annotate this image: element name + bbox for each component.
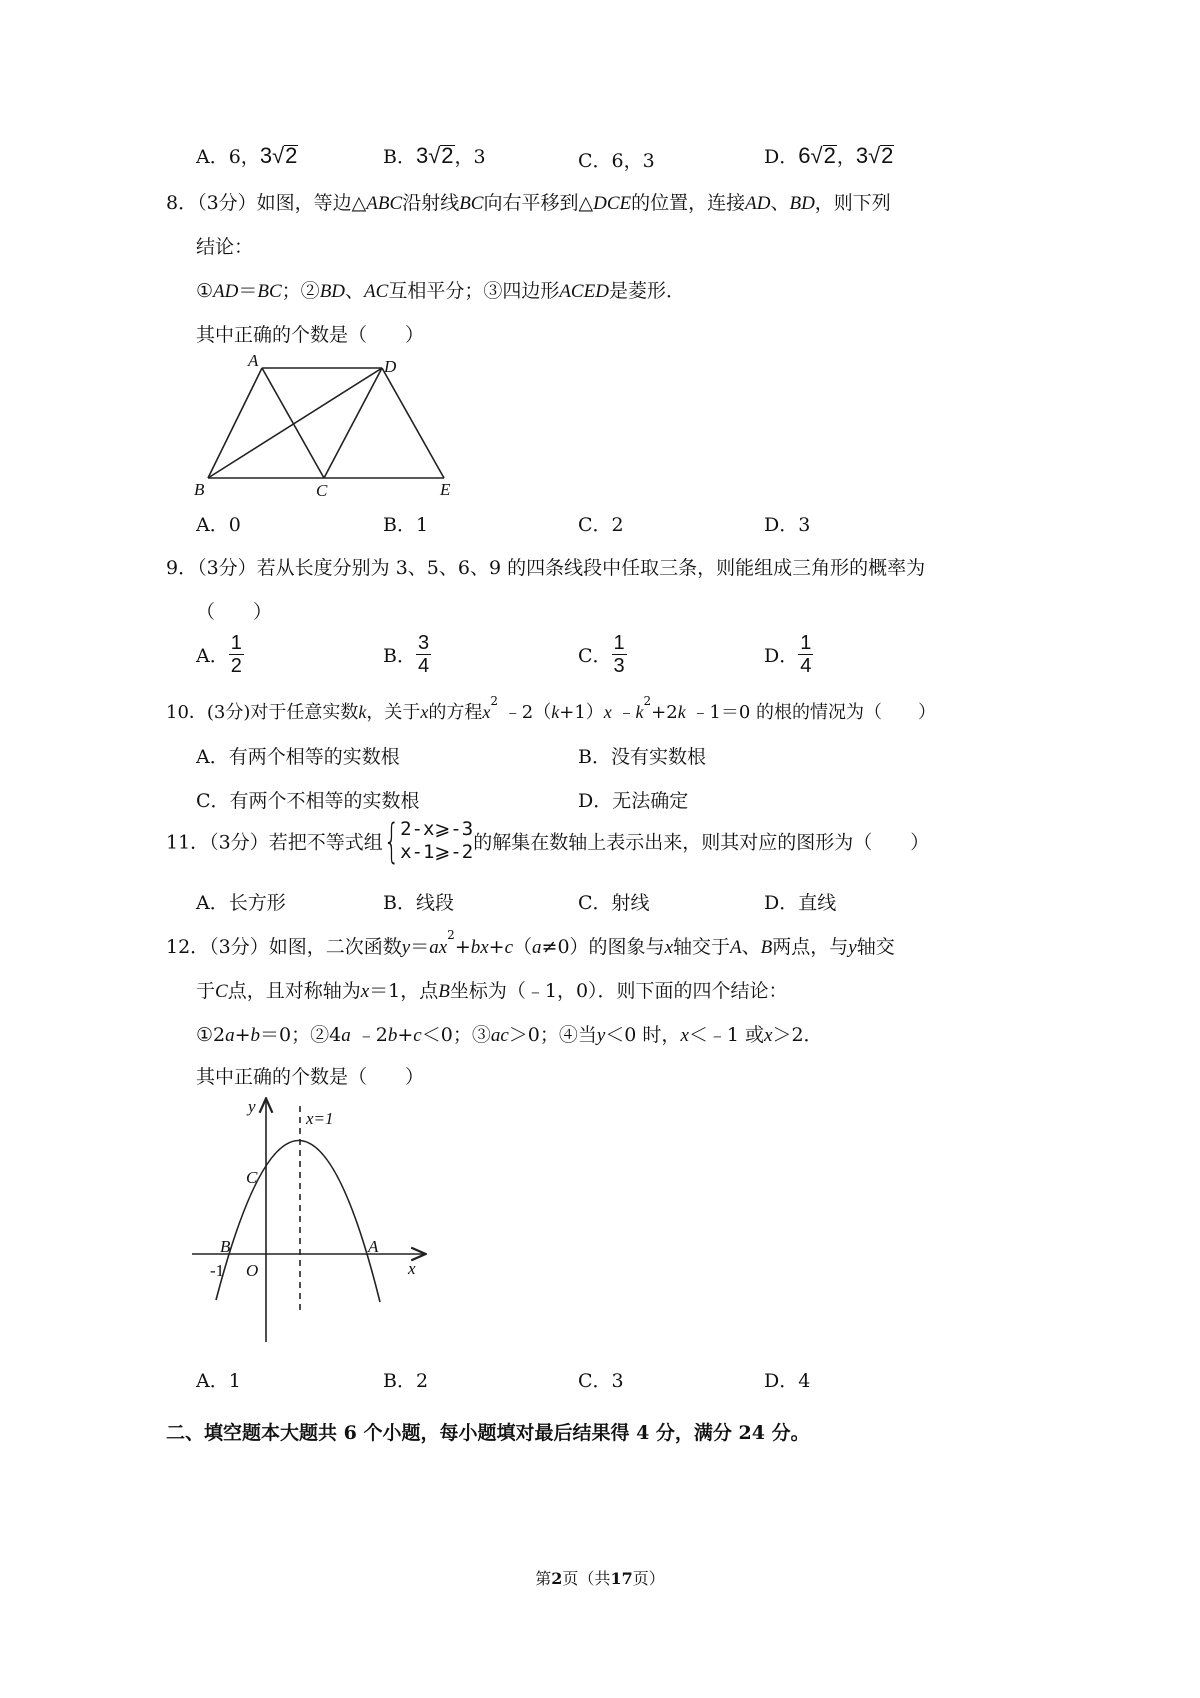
segment-ac: [262, 368, 324, 478]
label-c: C: [316, 481, 328, 500]
q8-figure: [190, 350, 470, 500]
q7-option-d: D．6√2，3√2: [764, 143, 894, 168]
q8-statements: ①AD＝BC；②BD、AC互相平分；③四边形ACED是菱形．: [196, 280, 685, 302]
q8-option-b: B．1: [383, 514, 429, 536]
label-x: x: [408, 1259, 416, 1278]
label-y: y: [248, 1097, 256, 1116]
q9-stem-line2: （ ）: [196, 601, 273, 623]
page-footer: 第2页（共17页）: [535, 1569, 665, 1588]
segment-dc: [324, 368, 382, 478]
q10-option-b: B．没有实数根: [578, 746, 706, 768]
q7-option-b: B．3√2，3: [383, 143, 486, 168]
fraction: $\frac{3}{4}$: [417, 632, 430, 677]
q11-option-b: B．线段: [383, 892, 454, 914]
q12-option-b: B．2: [383, 1370, 429, 1392]
q11-option-c: C．射线: [578, 892, 650, 914]
q12-statements: ①2a+b＝0；②4a ﹣2b+c＜0；③ac＞0；④当y＜0 时，x＜﹣1 或x＞2．: [196, 1024, 823, 1046]
q7-option-a: A．6，3√2: [196, 143, 298, 168]
label-axis: x=1: [306, 1109, 334, 1128]
fraction: $\frac{1}{2}$: [230, 632, 242, 677]
label-d: D: [384, 357, 397, 376]
q11-option-a: A．长方形: [196, 892, 286, 914]
q12-question: 其中正确的个数是（ ）: [196, 1066, 425, 1088]
q12-stem-line2: 于C点，且对称轴为x＝1，点B坐标为（﹣1，0）．则下面的四个结论：: [196, 980, 788, 1002]
q10-option-d: D．无法确定: [578, 790, 689, 812]
label-b: B: [220, 1237, 231, 1256]
fraction: $\frac{1}{4}$: [800, 632, 812, 677]
inequality-system: 2-x⩾-3 x-1⩾-2: [400, 818, 474, 863]
q8-stem-line2: 结论：: [196, 236, 254, 258]
q9-option-d: D． $\frac{1}{4}$: [764, 632, 812, 677]
segment-de: [382, 368, 444, 478]
fraction: $\frac{1}{3}$: [613, 632, 625, 677]
q12-option-a: A．1: [196, 1370, 241, 1392]
segment-bd: [208, 368, 382, 478]
q8-question: 其中正确的个数是（ ）: [196, 324, 425, 346]
q12-option-d: D．4: [764, 1370, 811, 1392]
q12-figure: [186, 1092, 436, 1352]
radical: 3√2: [415, 143, 454, 168]
q11-stem: 11．（3分）若把不等式组{ 2-x⩾-3 x-1⩾-2 的解集在数轴上表示出来，则其对应的图形为（ ）: [166, 814, 930, 868]
q9-stem-line1: 9．（3分）若从长度分别为 3、5、6、9 的四条线段中任取三条，则能组成三角形的概率为: [166, 557, 926, 579]
label-b: B: [194, 480, 205, 499]
q10-option-a: A．有两个相等的实数根: [196, 746, 400, 768]
q8-option-d: D．3: [764, 514, 811, 536]
parabola: [216, 1140, 380, 1302]
q9-option-a: A． $\frac{1}{2}$: [196, 632, 242, 677]
label-neg1: -1: [210, 1261, 225, 1280]
radical: 6√2: [798, 143, 836, 168]
label-a: A: [368, 1237, 379, 1256]
q7-option-c: C．6，3: [578, 150, 655, 172]
q11-option-d: D．直线: [764, 892, 837, 914]
left-brace: {: [383, 814, 400, 868]
label-c: C: [246, 1168, 258, 1187]
q10-option-c: C．有两个不相等的实数根: [196, 790, 420, 812]
radical: 3√2: [855, 143, 894, 168]
q8-stem-line1: 8．（3分）如图，等边△ABC沿射线BC向右平移到△DCE的位置，连接AD、BD，则下列: [166, 192, 891, 214]
radical: 3√2: [259, 143, 298, 168]
q8-option-c: C．2: [578, 514, 624, 536]
q12-option-c: C．3: [578, 1370, 624, 1392]
label-o: O: [246, 1261, 259, 1280]
q9-option-c: C． $\frac{1}{3}$: [578, 632, 625, 677]
q8-option-a: A．0: [196, 514, 241, 536]
q12-stem-line1: 12．（3分）如图，二次函数$y=ax^2+bx+c(a\ne 0)$的图象与x轴交于A、B两点，与y轴交: [166, 928, 895, 958]
label-e: E: [440, 480, 451, 499]
q10-stem: 10．(3分)对于任意实数k，关于x的方程$x^2$ ﹣2（k+1）x $﹣k^2+2k$ ﹣1＝0 的根的情况为（ ）: [166, 694, 937, 723]
q9-option-b: B． $\frac{3}{4}$: [383, 632, 430, 677]
label-a: A: [248, 351, 259, 370]
section-heading: 二、填空题本大题共 6 个小题，每小题填对最后结果得 4 分，满分 24 分。: [166, 1422, 810, 1444]
